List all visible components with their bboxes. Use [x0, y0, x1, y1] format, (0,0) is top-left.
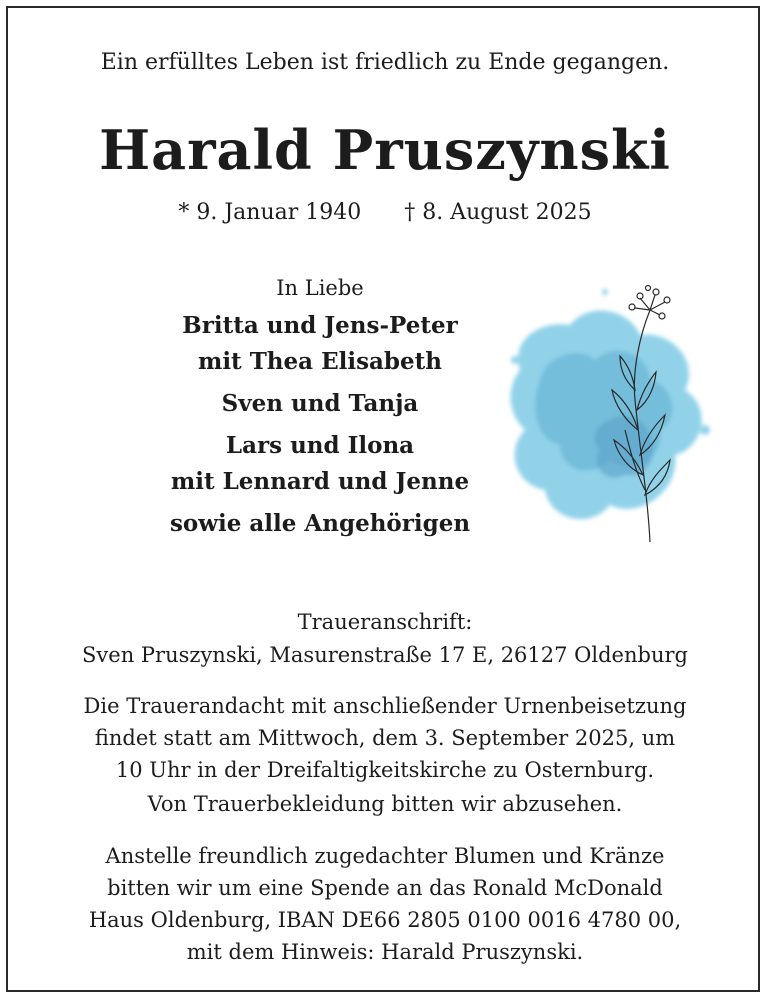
death-date: † 8. August 2025	[404, 200, 592, 225]
service-line: Die Trauerandacht mit anschließender Urnenbeisetzung	[83, 694, 687, 718]
mourners-block	[160, 276, 480, 542]
life-dates	[0, 200, 770, 225]
donation-line: Anstelle freundlich zugedachter Blumen und Kränze	[105, 844, 665, 868]
address-block	[0, 606, 770, 672]
love-lead: In Liebe	[276, 276, 364, 300]
deceased-name: Harald Pruszynski	[99, 118, 671, 182]
donation-line: bitten wir um eine Spende an das Ronald McDonald	[107, 876, 663, 900]
family-line: mit Lennard und Jenne	[170, 468, 470, 495]
clothing-note: Von Trauerbekleidung bitten wir abzusehen.	[147, 792, 623, 816]
family-line: mit Thea Elisabeth	[197, 348, 442, 375]
address-line: Sven Pruszynski, Masurenstraße 17 E, 26127 Oldenburg	[82, 643, 688, 667]
birth-date: * 9. Januar 1940	[178, 200, 362, 225]
donation-line: mit dem Hinweis: Harald Pruszynski.	[186, 940, 584, 964]
service-info	[0, 690, 770, 786]
family-line: Sven und Tanja	[221, 390, 419, 417]
address-label: Traueranschrift:	[297, 610, 473, 634]
family-line: Lars und Ilona	[225, 432, 415, 459]
donation-info	[0, 840, 770, 968]
service-line: findet statt am Mittwoch, dem 3. September 2025, um	[94, 726, 676, 750]
donation-line: Haus Oldenburg, IBAN DE66 2805 0100 0016 4780 00,	[88, 908, 682, 932]
service-line: 10 Uhr in der Dreifaltigkeitskirche zu Osternburg.	[115, 758, 655, 782]
family-line: sowie alle Angehörigen	[169, 510, 471, 537]
watercolor-flower-icon	[500, 280, 725, 545]
intro-text: Ein erfülltes Leben ist friedlich zu Ende gegangen.	[100, 50, 670, 75]
family-line: Britta und Jens-Peter	[182, 312, 458, 339]
